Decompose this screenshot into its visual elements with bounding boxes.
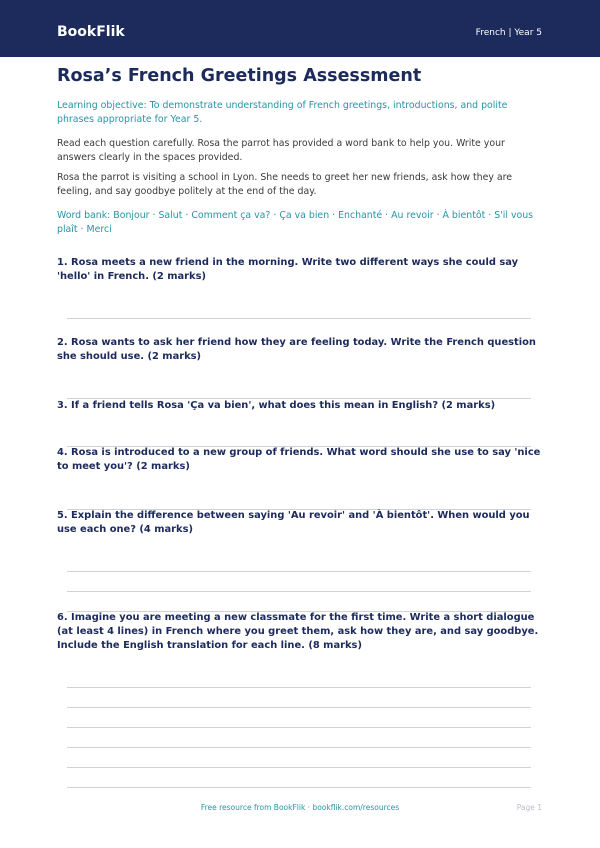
learning-objective: Learning objective: To demonstrate understanding of French greetings, introductions, and polite phrases appropriate for Year 5. [57, 100, 508, 125]
answer-line[interactable] [67, 727, 531, 728]
word-bank: Word bank: Bonjour · Salut · Comment ça va? · Ça va bien · Enchanté · Au revoir · À bientôt · S'il vous plaît · Merci [57, 210, 534, 235]
subject-label: French | Year 5 [475, 28, 542, 38]
answer-line[interactable] [67, 687, 531, 688]
answer-line[interactable] [67, 591, 531, 592]
answer-line[interactable] [67, 767, 531, 768]
question-1: 1. Rosa meets a new friend in the morning. Write two different ways she could say 'hello' in French. (2 marks) [57, 257, 519, 282]
question-5: 5. Explain the difference between saying 'Au revoir' and 'À bientôt'. When would you use each one? (4 marks) [57, 510, 530, 535]
answer-line[interactable] [67, 318, 531, 319]
instructions-text: Read each question carefully. Rosa the parrot has provided a word bank to help you. Write your answers clearly in the spaces provided. [57, 138, 505, 163]
question-4: 4. Rosa is introduced to a new group of friends. What word should she use to say 'nice to meet you'? (2 marks) [57, 447, 541, 472]
scenario-text: Rosa the parrot is visiting a school in Lyon. She needs to greet her new friends, ask how they are feeling, and say goodbye politely at the end of the day. [57, 172, 513, 197]
brand-logo[interactable]: BookFlik [57, 24, 125, 40]
page-number: Page 1 [516, 803, 542, 812]
page-title: Rosa’s French Greetings Assessment [57, 66, 422, 86]
footer-text[interactable]: Free resource from BookFlik · bookflik.com/resources [200, 803, 400, 812]
answer-line[interactable] [67, 747, 531, 748]
answer-line[interactable] [67, 571, 531, 572]
question-6: 6. Imagine you are meeting a new classmate for the first time. Write a short dialogue (at least 4 lines) in French where you greet them, ask how they are, and say goodbye. Include the English translation for each line. (8 marks) [57, 612, 539, 651]
header-bar [0, 0, 600, 57]
question-3: 3. If a friend tells Rosa 'Ça va bien', what does this mean in English? (2 marks) [57, 400, 496, 411]
question-2: 2. Rosa wants to ask her friend how they are feeling today. Write the French question she should use. (2 marks) [57, 337, 536, 362]
answer-line[interactable] [67, 787, 531, 788]
answer-line[interactable] [67, 707, 531, 708]
